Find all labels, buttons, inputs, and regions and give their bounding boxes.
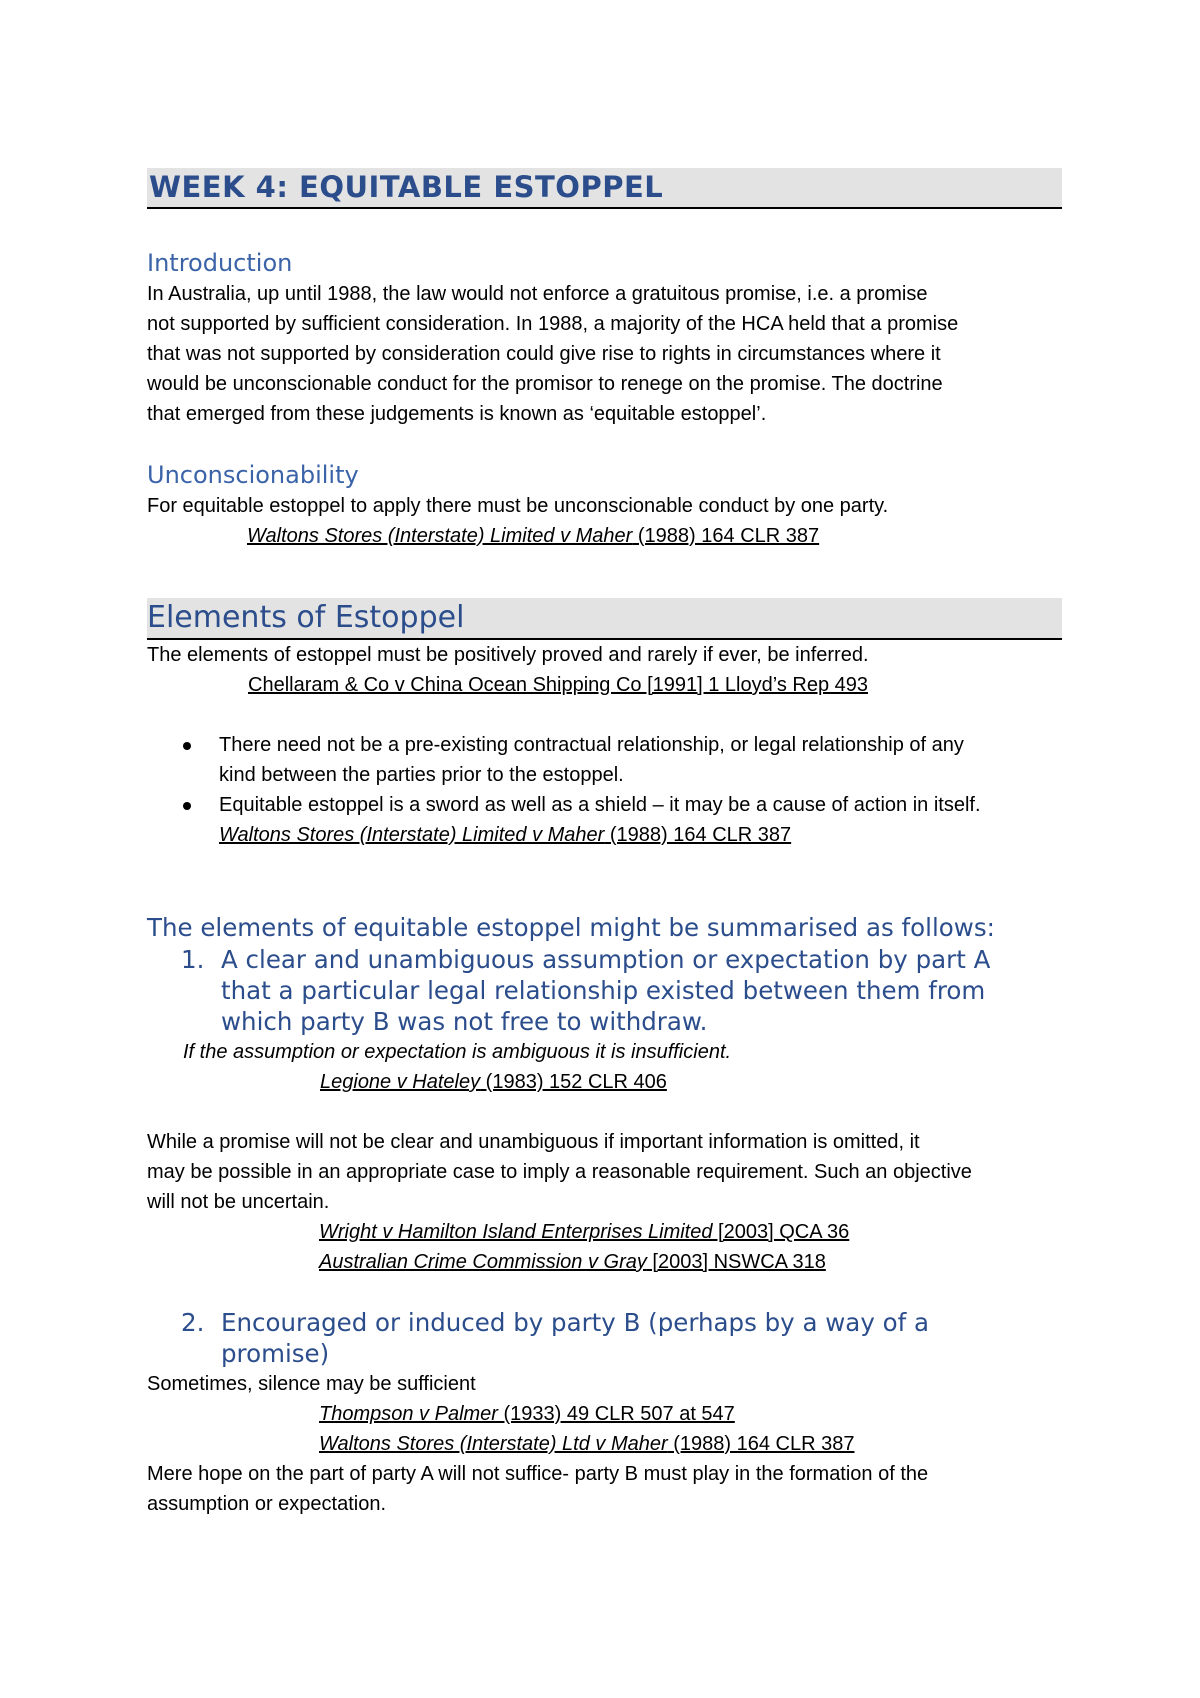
case-citation <box>147 1399 1062 1429</box>
case-citation <box>147 1217 1062 1247</box>
intro-line: that emerged from these judgements is known as ‘equitable estoppel’. <box>147 403 767 425</box>
case-name: Thompson v Palmer <box>319 1403 498 1425</box>
item-line: that a particular legal relationship existed between them from <box>221 976 986 1005</box>
omitted-info-paragraph <box>147 1127 1062 1217</box>
paragraph-line: While a promise will not be clear and unambiguous if important information is omitted, it <box>147 1131 920 1153</box>
intro-line: would be unconscionable conduct for the promisor to renege on the promise. The doctrine <box>147 373 943 395</box>
item-line: which party B was not free to withdraw. <box>221 1007 708 1036</box>
case-name: Legione v Hateley <box>320 1071 481 1093</box>
paragraph-line: Mere hope on the part of party A will not suffice- party B must play in the formation of the <box>147 1463 929 1485</box>
bullet-list <box>147 730 1062 850</box>
case-reference: [2003] NSWCA 318 <box>646 1251 826 1273</box>
case-citation <box>147 1429 1062 1459</box>
list-item-text: There need not be a pre-existing contractual relationship, or legal relationship of any <box>219 734 964 756</box>
case-reference: (1988) 164 CLR 387 <box>604 824 792 846</box>
numbered-item <box>147 944 1062 1037</box>
case-name: Australian Crime Commission v Gray <box>319 1251 647 1273</box>
elements-text: The elements of estoppel must be positively proved and rarely if ever, be inferred. <box>147 644 869 666</box>
page-title: WEEK 4: EQUITABLE ESTOPPEL <box>149 170 664 204</box>
intro-paragraph <box>147 279 1062 429</box>
case-citation <box>147 1067 1062 1097</box>
list-item-text: Equitable estoppel is a sword as well as a shield – it may be a cause of action in itself. <box>219 794 981 816</box>
case-citation <box>147 521 1062 551</box>
case-citation <box>147 1247 1062 1277</box>
numbered-item <box>147 1307 1062 1369</box>
case-name: Waltons Stores (Interstate) Limited v Maher <box>219 824 605 846</box>
section-bar <box>147 598 1062 640</box>
list-item-text: kind between the parties prior to the estoppel. <box>219 764 624 786</box>
silence-text: Sometimes, silence may be sufficient <box>147 1373 476 1395</box>
unconscionability-heading: Unconscionability <box>147 461 359 489</box>
item-line: Encouraged or induced by party B (perhaps by a way of a <box>221 1308 930 1337</box>
case-name: Waltons Stores (Interstate) Ltd v Maher <box>319 1433 668 1455</box>
paragraph-line: assumption or expectation. <box>147 1493 387 1515</box>
case-reference: (1988) 164 CLR 387 <box>667 1433 855 1455</box>
list-item <box>147 730 1062 790</box>
section-heading: Elements of Estoppel <box>147 600 465 635</box>
intro-line: that was not supported by consideration could give rise to rights in circumstances where it <box>147 343 941 365</box>
case-citation <box>147 670 1062 700</box>
case-reference: (1933) 49 CLR 507 at 547 <box>497 1403 735 1425</box>
title-bar <box>147 168 1062 209</box>
item-line: A clear and unambiguous assumption or expectation by part A <box>221 945 991 974</box>
item-number: 1. <box>181 945 205 974</box>
case-name: Waltons Stores (Interstate) Limited v Maher <box>247 525 633 547</box>
case-name: Wright v Hamilton Island Enterprises Limited <box>319 1221 713 1243</box>
item-line: promise) <box>221 1339 330 1368</box>
list-item <box>147 790 1062 850</box>
paragraph-line: will not be uncertain. <box>147 1191 330 1213</box>
paragraph-line: may be possible in an appropriate case to imply a reasonable requirement. Such an objective <box>147 1161 972 1183</box>
summary-lead: The elements of equitable estoppel might be summarised as follows: <box>147 913 995 942</box>
item-note: If the assumption or expectation is ambiguous it is insufficient. <box>183 1041 732 1063</box>
intro-line: In Australia, up until 1988, the law would not enforce a gratuitous promise, i.e. a promise <box>147 283 928 305</box>
case-reference: [2003] QCA 36 <box>712 1221 850 1243</box>
intro-heading: Introduction <box>147 249 293 277</box>
case-name: Chellaram & Co v China Ocean Shipping Co [1991] 1 Lloyd’s Rep 493 <box>248 674 868 696</box>
case-reference: (1988) 164 CLR 387 <box>632 525 820 547</box>
unconscionability-text: For equitable estoppel to apply there must be unconscionable conduct by one party. <box>147 495 889 517</box>
item-number: 2. <box>181 1308 205 1337</box>
document-content <box>147 168 1062 1519</box>
case-reference: (1983) 152 CLR 406 <box>480 1071 667 1093</box>
intro-line: not supported by sufficient consideration. In 1988, a majority of the HCA held that a promise <box>147 313 959 335</box>
bullet-icon <box>183 742 191 750</box>
bullet-icon <box>183 802 191 810</box>
